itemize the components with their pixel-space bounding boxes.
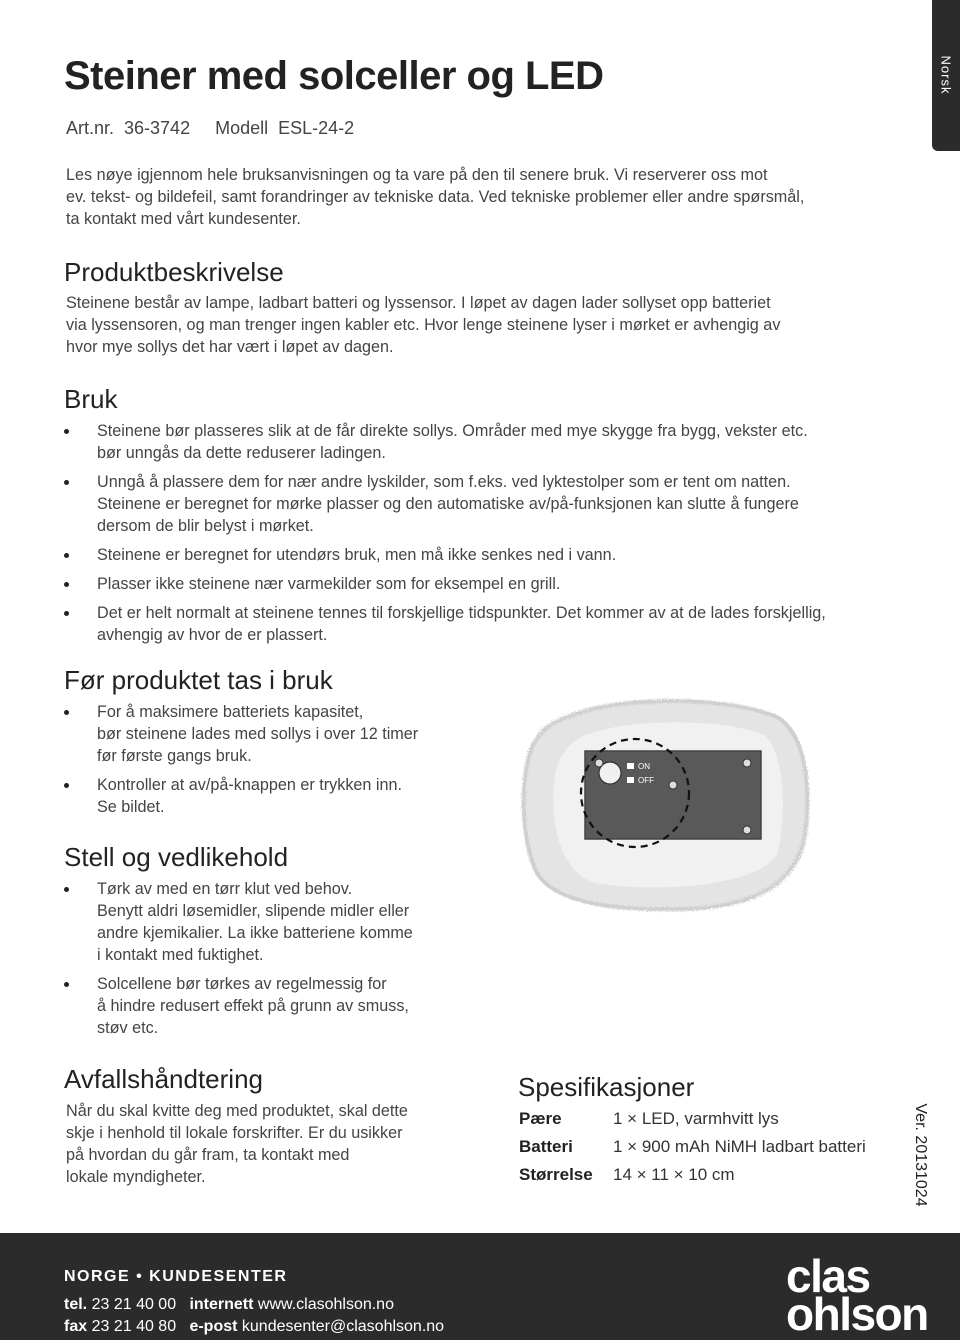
stell-list xyxy=(64,878,504,1046)
avfall-line: lokale myndigheter. xyxy=(66,1168,206,1186)
list-item: Steinene er beregnet for utendørs bruk, men må ikke senkes ned i vann. xyxy=(64,544,924,566)
page-title: Steiner med solceller og LED xyxy=(64,54,604,98)
on-switch-icon xyxy=(627,763,634,769)
bullet-icon xyxy=(64,611,69,616)
list-item: Plasser ikke steinene nær varmekilder som for eksempel en grill. xyxy=(64,573,924,595)
list-item: Steinene bør plasseres slik at de får direkte sollys. Områder med mye skygge fra bygg, vekster etc. bør unngås da dette reduserer ladingen. xyxy=(64,420,924,464)
heading-bruk: Bruk xyxy=(64,384,118,414)
footer-heading: NORGE • KUNDESENTER xyxy=(64,1268,288,1285)
article-number: Art.nr. 36-3742 Modell ESL-24-2 xyxy=(66,118,355,138)
spec-key: Pære xyxy=(519,1109,562,1128)
version-label: Ver. 20131024 xyxy=(912,1103,929,1207)
avfall-text xyxy=(66,1100,408,1188)
produkt-line: Steinene består av lampe, ladbart batteri og lyssensor. I løpet av dagen lader sollyset opp batteriet xyxy=(66,294,771,312)
intro-text xyxy=(66,164,804,230)
spec-value: 14 × 11 × 10 cm xyxy=(613,1165,735,1184)
spec-value: 1 × 900 mAh NiMH ladbart batteri xyxy=(613,1137,866,1156)
avfall-line: på hvordan du går fram, ta kontakt med xyxy=(66,1146,350,1164)
avfall-line: Når du skal kvitte deg med produktet, skal dette xyxy=(66,1102,408,1120)
bullet-icon xyxy=(64,887,69,892)
fax-number: 23 21 40 80 xyxy=(91,1318,177,1335)
avfall-line: skje i henhold til lokale forskrifter. Er du usikker xyxy=(66,1124,403,1142)
bullet-icon xyxy=(64,553,69,558)
bruk-list xyxy=(64,420,924,653)
produkt-line: via lyssensoren, og man trenger ingen kabler etc. Hvor lenge steinene lyser i mørket er avhengig av xyxy=(66,316,781,334)
list-item: Unngå å plassere dem for nær andre lyskilder, som f.eks. ved lyktestolper som er tent om natten. Steinene er beregnet for mørke plasser og den automatiske av/på-funksjonen kan slutte å fungere dersom de blir belyst i mørket. xyxy=(64,471,924,537)
footer xyxy=(0,1233,960,1340)
spec-row xyxy=(519,1109,779,1129)
bullet-icon xyxy=(64,710,69,715)
screw-icon xyxy=(743,759,751,767)
spec-row xyxy=(519,1165,735,1185)
language-label: Norsk xyxy=(938,55,954,95)
off-switch-icon xyxy=(627,777,634,783)
bullet-icon xyxy=(64,480,69,485)
screw-icon xyxy=(669,781,677,789)
produkt-text xyxy=(66,292,780,358)
intro-line: ev. tekst- og bildefeil, samt forandringer av tekniske data. Ved tekniske problemer eller andre spørsmål, xyxy=(66,188,805,206)
power-button[interactable] xyxy=(599,762,621,784)
list-item: Solcellene bør tørkes av regelmessig for å hindre redusert effekt på grunn av smuss, støv etc. xyxy=(64,973,504,1039)
screw-icon xyxy=(743,826,751,834)
spec-row xyxy=(519,1137,866,1157)
heading-for-bruk: Før produktet tas i bruk xyxy=(64,665,333,695)
list-item: Tørk av med en tørr klut ved behov. Benytt aldri løsemidler, slipende midler eller andre kjemikalier. La ikke batteriene komme i kontakt med fuktighet. xyxy=(64,878,504,966)
heading-stell: Stell og vedlikehold xyxy=(64,842,289,872)
off-label: OFF xyxy=(638,776,654,785)
spec-key: Størrelse xyxy=(519,1165,593,1184)
spec-value: 1 × LED, varmhvitt lys xyxy=(613,1109,779,1128)
on-label: ON xyxy=(638,762,650,771)
produkt-line: hvor mye sollys det har vært i løpet av dagen. xyxy=(66,338,394,356)
website-link[interactable]: www.clasohlson.no xyxy=(257,1296,394,1313)
list-item: Kontroller at av/på-knappen er trykken inn. Se bildet. xyxy=(64,774,504,818)
stone-illustration xyxy=(515,695,815,915)
heading-spesifikasjoner: Spesifikasjoner xyxy=(518,1072,695,1102)
heading-avfall: Avfallshåndtering xyxy=(64,1064,263,1094)
bullet-icon xyxy=(64,582,69,587)
clas-ohlson-logo: clas ohlson xyxy=(786,1250,928,1340)
phone-number: 23 21 40 00 xyxy=(91,1296,177,1313)
heading-produktbeskrivelse: Produktbeskrivelse xyxy=(64,257,284,287)
for-bruk-list xyxy=(64,701,504,825)
footer-contact-row: tel. 23 21 40 00 internett www.clasohlson.no xyxy=(64,1296,394,1313)
bullet-icon xyxy=(64,982,69,987)
intro-line: ta kontakt med vårt kundesenter. xyxy=(66,210,301,228)
spec-key: Batteri xyxy=(519,1137,573,1156)
bullet-icon xyxy=(64,429,69,434)
email-link[interactable]: kundesenter@clasohlson.no xyxy=(241,1318,445,1335)
list-item: Det er helt normalt at steinene tennes til forskjellige tidspunkter. Det kommer av at de lades forskjellig, avhengig av hvor de er plassert. xyxy=(64,602,924,646)
language-tab xyxy=(932,0,960,151)
footer-contact-row: fax 23 21 40 80 e-post kundesenter@clasohlson.no xyxy=(64,1318,445,1335)
bullet-icon xyxy=(64,783,69,788)
list-item: For å maksimere batteriets kapasitet, bør steinene lades med sollys i over 12 timer før første gangs bruk. xyxy=(64,701,504,767)
intro-line: Les nøye igjennom hele bruksanvisningen og ta vare på den til senere bruk. Vi reserverer oss mot xyxy=(66,166,768,184)
